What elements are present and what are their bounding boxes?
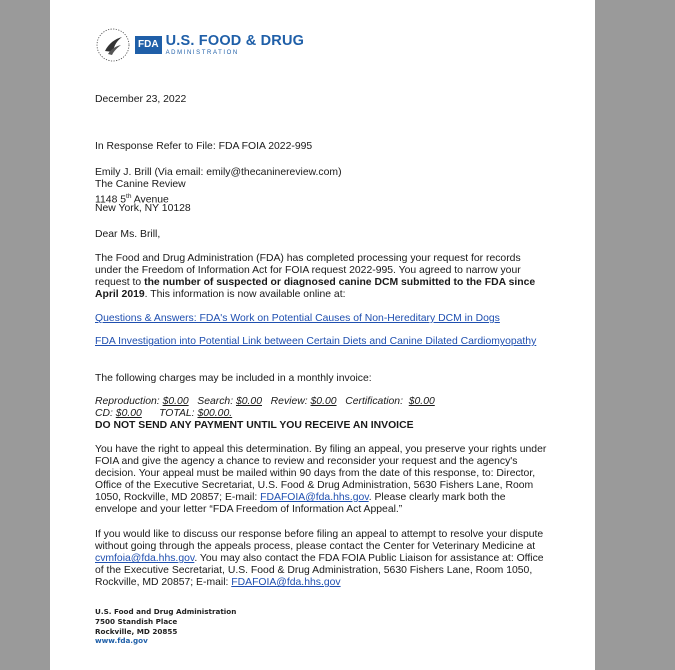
- body1-line4-bold: April 2019: [95, 289, 145, 300]
- recipient-name: Emily J. Brill (Via email: emily@thecaninereview.com): [95, 167, 342, 178]
- body1-line2: under the Freedom of Information Act for FOIA request 2022-995. You agreed to narrow your: [95, 265, 521, 276]
- footer-address: [95, 607, 236, 646]
- foia-email-link[interactable]: FDAFOIA@fda.hhs.gov: [231, 577, 341, 588]
- link-fda-dcm-investigation-text[interactable]: FDA Investigation into Potential Link between Certain Diets and Canine Dilated Cardiomyopathy: [95, 336, 537, 347]
- search-value: $0.00: [235, 396, 262, 407]
- discuss-line5: [95, 577, 341, 590]
- discuss-line1: If you would like to discuss our response before filing an appeal to attempt to resolve your dispute: [95, 529, 544, 540]
- fda-wordmark: [166, 33, 305, 57]
- footer-website-link[interactable]: www.fda.gov: [95, 636, 148, 646]
- discuss-line5-text: Rockville, MD 20857; E-mail:: [95, 577, 232, 588]
- payment-notice: DO NOT SEND ANY PAYMENT UNTIL YOU RECEIVE AN INVOICE: [95, 420, 414, 431]
- footer-city: Rockville, MD 20855: [95, 626, 178, 636]
- appeal-line5-text: 1050, Rockville, MD 20857; E-mail:: [95, 492, 261, 503]
- fda-wordmark-line1: U.S. FOOD & DRUG: [165, 33, 305, 49]
- cd-label: CD:: [95, 408, 113, 419]
- salutation: Dear Ms. Brill,: [95, 229, 161, 240]
- body1-line4: [95, 289, 345, 302]
- footer-street: 7500 Standish Place: [95, 616, 178, 626]
- appeal-line3: decision. Your appeal must be mailed within 90 days from the date of this response, to: Director,: [95, 468, 536, 479]
- appeal-line4: Office of the Executive Secretariat, U.S. Food & Drug Administration, 5630 Fishers Lane, Room: [95, 480, 534, 491]
- body1-line1: The Food and Drug Administration (FDA) has completed processing your request for records: [95, 253, 521, 264]
- certification-value: $0.00: [408, 396, 435, 407]
- street-name: Avenue: [131, 194, 169, 206]
- reproduction-label: Reproduction:: [95, 396, 160, 407]
- certification-label: Certification:: [345, 396, 403, 407]
- charges-intro: The following charges may be included in a monthly invoice:: [95, 373, 372, 384]
- street-number: 1148 5: [95, 194, 127, 206]
- fda-wordmark-line2: ADMINISTRATION: [165, 50, 239, 56]
- review-label: Review:: [270, 396, 308, 407]
- appeal-line5-tail: . Please clearly mark both the: [368, 492, 506, 503]
- letter-date: December 23, 2022: [95, 94, 187, 105]
- body1-line3-text: request to: [95, 277, 145, 288]
- fda-badge: FDA: [135, 36, 162, 54]
- charges-line2: [95, 408, 232, 421]
- body1-line3: [95, 277, 535, 290]
- hhs-eagle-icon: [95, 27, 131, 63]
- link-fda-dcm-qa-text[interactable]: Questions & Answers: FDA's Work on Potential Causes of Non-Hereditary DCM in Dogs: [95, 313, 500, 324]
- reproduction-value: $0.00: [162, 396, 189, 407]
- appeal-line5: [95, 492, 506, 505]
- discuss-line2: without going through the appeals process, please contact the Center for Veterinary Medicine at: [95, 541, 536, 552]
- appeal-line2: FOIA and give the agency a chance to review and reconsider your request and the agency's: [95, 456, 518, 467]
- cd-value: $0.00: [115, 408, 142, 419]
- body1-line3-bold: the number of suspected or diagnosed canine DCM submitted to the FDA since: [144, 277, 536, 288]
- cvm-email-link[interactable]: cvmfoia@fda.hhs.gov: [95, 553, 195, 564]
- total-label: TOTAL:: [159, 408, 195, 419]
- appeal-line1: You have the right to appeal this determination. By filing an appeal, you preserve your rights under: [95, 444, 547, 455]
- review-value: $0.00: [310, 396, 337, 407]
- discuss-line3: [95, 553, 544, 566]
- recipient-org: The Canine Review: [95, 179, 186, 190]
- letter-page: [50, 0, 595, 670]
- appeal-line6: envelope and your letter “FDA Freedom of Information Act Appeal.”: [95, 504, 403, 515]
- fda-logo: [95, 24, 304, 66]
- link-fda-dcm-qa[interactable]: [95, 313, 500, 326]
- charges-line1: [95, 396, 435, 409]
- discuss-line3-text: . You may also contact the FDA FOIA Public Liaison for assistance at: Office: [194, 553, 544, 564]
- body1-line4-text: . This information is now available online at:: [144, 289, 346, 300]
- refer-to-file: In Response Refer to File: FDA FOIA 2022-995: [95, 141, 313, 152]
- discuss-line4: of the Executive Secretariat, U.S. Food & Drug Administration, 5630 Fishers Lane, Room 1050,: [95, 565, 533, 576]
- street-suffix: th: [126, 193, 132, 200]
- footer-org: U.S. Food and Drug Administration: [95, 607, 237, 616]
- recipient-city: New York, NY 10128: [95, 203, 191, 214]
- search-label: Search:: [197, 396, 234, 407]
- appeal-email-link[interactable]: FDAFOIA@fda.hhs.gov: [260, 492, 369, 503]
- link-fda-dcm-investigation[interactable]: [95, 336, 536, 349]
- total-value: $00.00.: [197, 408, 233, 419]
